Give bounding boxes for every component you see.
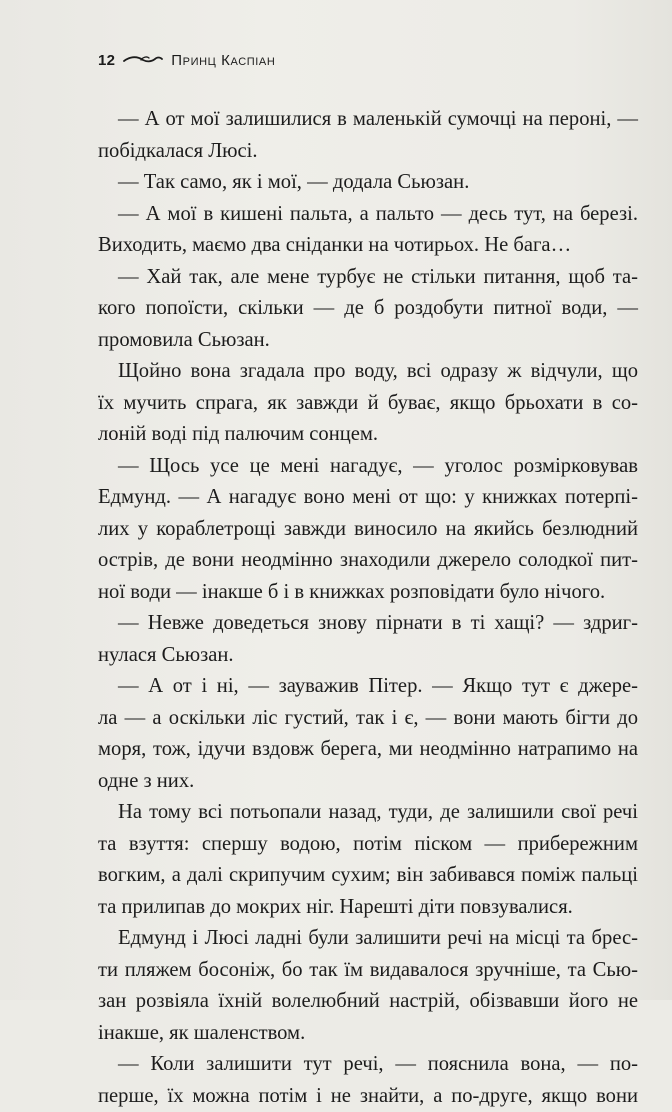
body-text [98,104,638,1112]
page-number: 12 [98,52,115,69]
text-line: перше, їх можна потім і не знайти, а по-друге, якщо вони [98,1081,638,1112]
text-line: одне з них. [98,766,638,798]
book-title: Принц Каспіан [171,52,275,69]
text-line: зан розвіяла їхній волелюбний настрій, обізвавши його не [98,986,638,1018]
text-line: Едмунд. — А нагадує воно мені от що: у книжках потерпі- [98,482,638,514]
text-line: нулася Сьюзан. [98,640,638,672]
text-line: — Так само, як і мої, — додала Сьюзан. [98,167,638,199]
text-line: лих у кораблетрощі завжди виносило на якийсь безлюдний [98,514,638,546]
swash-ornament-icon [123,53,163,67]
text-line: їх мучить спрага, як завжди й буває, якщо брьохати в со- [98,388,638,420]
text-line: промовила Сьюзан. [98,325,638,357]
text-line: — Щось усе це мені нагадує, — уголос розмірковував [98,451,638,483]
text-line: На тому всі потьопали назад, туди, де залишили свої речі [98,797,638,829]
text-line: — Хай так, але мене турбує не стільки питання, щоб та- [98,262,638,294]
text-line: острів, де вони неодмінно знаходили джерело солодкої пит- [98,545,638,577]
text-line: Едмунд і Люсі ладні були залишити речі на місці та брес- [98,923,638,955]
text-line: — Коли залишити тут речі, — пояснила вона, — по- [98,1049,638,1081]
text-line: лоній воді під палючим сонцем. [98,419,638,451]
text-line: побідкалася Люсі. [98,136,638,168]
text-line: Виходить, маємо два сніданки на чотирьох. Не бага… [98,230,638,262]
text-line: та прилипав до мокрих ніг. Нарешті діти повзувалися. [98,892,638,924]
text-line: Щойно вона згадала про воду, всі одразу ж відчули, що [98,356,638,388]
text-line: — А от і ні, — зауважив Пітер. — Якщо тут є джере- [98,671,638,703]
text-line: вогким, а далі скрипучим сухим; він забивався поміж пальці [98,860,638,892]
running-head [98,48,275,72]
text-line: ної води — інакше б і в книжках розповідати було нічого. [98,577,638,609]
text-line: — А от мої залишилися в маленькій сумочці на пероні, — [98,104,638,136]
text-line: та взуття: спершу водою, потім піском — прибережним [98,829,638,861]
text-line: — А мої в кишені пальта, а пальто — десь тут, на березі. [98,199,638,231]
text-line: інакше, як шаленством. [98,1018,638,1050]
text-line: — Невже доведеться знову пірнати в ті хащі? — здриг- [98,608,638,640]
text-line: ла — а оскільки ліс густий, так і є, — вони мають бігти до [98,703,638,735]
text-line: кого попоїсти, скільки — де б роздобути питної води, — [98,293,638,325]
text-line: ти пляжем босоніж, бо так їм видавалося зручніше, та Сью- [98,955,638,987]
text-line: моря, тож, ідучи вздовж берега, ми неодмінно натрапимо на [98,734,638,766]
